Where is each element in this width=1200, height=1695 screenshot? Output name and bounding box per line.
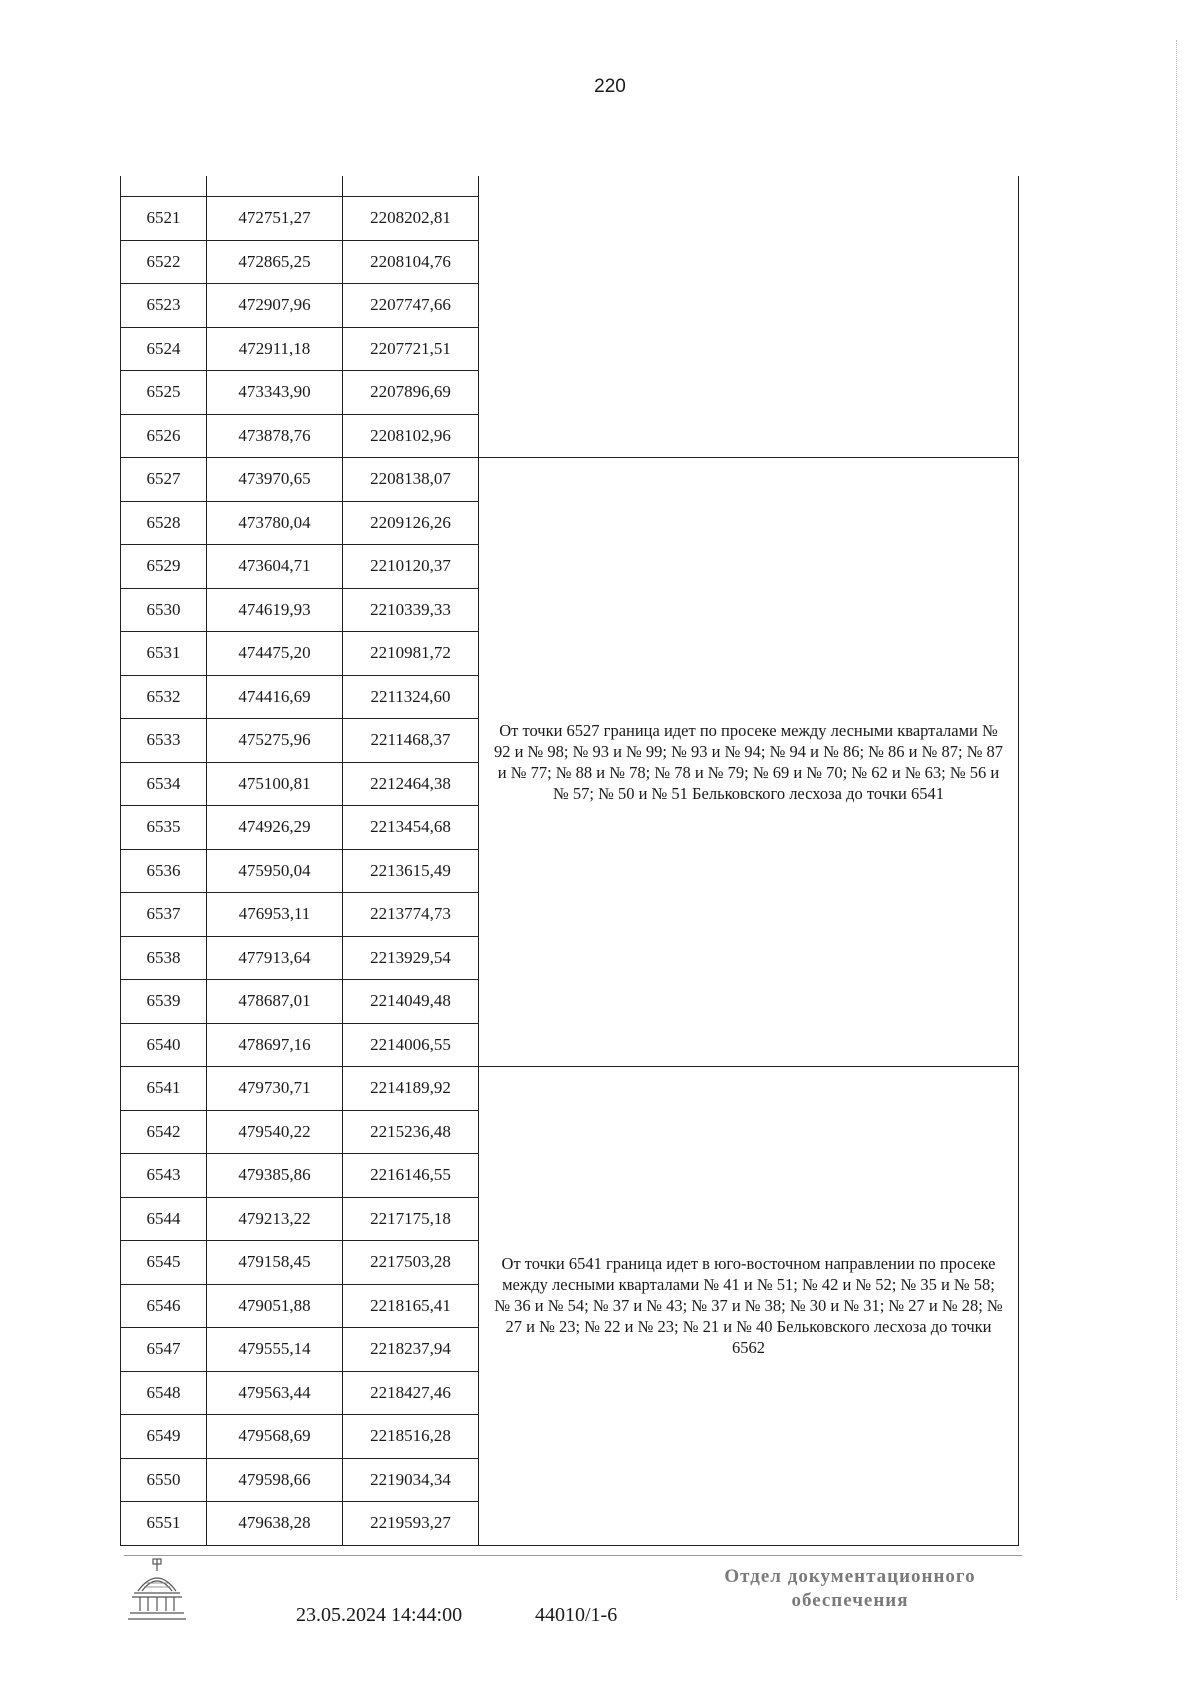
point-number: 6522 (121, 240, 207, 284)
coordinate-x: 479563,44 (207, 1371, 343, 1415)
coordinates-table (120, 176, 1019, 1546)
point-number: 6543 (121, 1154, 207, 1198)
point-number: 6526 (121, 414, 207, 458)
point-number: 6549 (121, 1415, 207, 1459)
point-number: 6538 (121, 936, 207, 980)
coordinate-y: 2213774,73 (343, 893, 479, 937)
description-cell (479, 176, 1019, 458)
point-number: 6548 (121, 1371, 207, 1415)
point-number: 6521 (121, 197, 207, 241)
coordinate-y: 2210120,37 (343, 545, 479, 589)
table-cell (343, 176, 479, 197)
point-number: 6545 (121, 1241, 207, 1285)
point-number: 6550 (121, 1458, 207, 1502)
point-number: 6530 (121, 588, 207, 632)
coordinate-x: 473343,90 (207, 371, 343, 415)
department-stamp (700, 1565, 1000, 1613)
coordinate-y: 2218237,94 (343, 1328, 479, 1372)
footer-document-code: 44010/1-6 (535, 1604, 618, 1626)
point-number: 6542 (121, 1110, 207, 1154)
coordinate-x: 472865,25 (207, 240, 343, 284)
point-number: 6524 (121, 327, 207, 371)
coordinate-x: 474619,93 (207, 588, 343, 632)
coordinate-x: 473780,04 (207, 501, 343, 545)
coordinate-x: 479158,45 (207, 1241, 343, 1285)
coordinate-x: 479598,66 (207, 1458, 343, 1502)
point-number: 6532 (121, 675, 207, 719)
footer-divider (124, 1555, 1022, 1556)
coordinate-x: 479555,14 (207, 1328, 343, 1372)
page-number: 220 (594, 76, 626, 97)
point-number: 6541 (121, 1067, 207, 1111)
coordinate-x: 479213,22 (207, 1197, 343, 1241)
point-number: 6547 (121, 1328, 207, 1372)
coordinate-y: 2208102,96 (343, 414, 479, 458)
coordinate-y: 2207721,51 (343, 327, 479, 371)
coordinate-y: 2207896,69 (343, 371, 479, 415)
point-number: 6546 (121, 1284, 207, 1328)
coordinate-x: 472907,96 (207, 284, 343, 328)
coordinate-y: 2217175,18 (343, 1197, 479, 1241)
table-cell (207, 176, 343, 197)
coordinate-x: 474416,69 (207, 675, 343, 719)
coordinate-x: 472911,18 (207, 327, 343, 371)
coordinate-x: 479051,88 (207, 1284, 343, 1328)
point-number: 6531 (121, 632, 207, 676)
point-number: 6540 (121, 1023, 207, 1067)
coordinate-y: 2219593,27 (343, 1502, 479, 1546)
coordinate-y: 2213454,68 (343, 806, 479, 850)
coordinate-y: 2211468,37 (343, 719, 479, 763)
coordinate-y: 2210981,72 (343, 632, 479, 676)
coordinate-x: 479638,28 (207, 1502, 343, 1546)
coordinate-x: 478697,16 (207, 1023, 343, 1067)
coordinate-x: 473878,76 (207, 414, 343, 458)
coordinate-y: 2217503,28 (343, 1241, 479, 1285)
coordinate-y: 2219034,34 (343, 1458, 479, 1502)
coordinate-x: 475100,81 (207, 762, 343, 806)
point-number: 6527 (121, 458, 207, 502)
duma-logo-icon (126, 1557, 188, 1623)
point-number: 6539 (121, 980, 207, 1024)
description-cell: От точки 6541 граница идет в юго-восточном направлении по просеке между лесными кварталами № 41 и № 51; № 42 и № 52; № 35 и № 58; № 36 и № 54; № 37 и № 43; № 37 и № 38; № 30 и № 31; № 27 и № 28; № 27 и № 23; № 22 и № 23; № 21 и № 40 Бельковского лесхоза до точки 6562 (479, 1067, 1019, 1546)
coordinate-x: 473604,71 (207, 545, 343, 589)
coordinate-x: 477913,64 (207, 936, 343, 980)
point-number: 6534 (121, 762, 207, 806)
coordinate-x: 476953,11 (207, 893, 343, 937)
coordinate-y: 2213929,54 (343, 936, 479, 980)
point-number: 6529 (121, 545, 207, 589)
scan-margin-marks (1176, 40, 1180, 1600)
coordinate-y: 2215236,48 (343, 1110, 479, 1154)
coordinate-y: 2214189,92 (343, 1067, 479, 1111)
stamp-line-2: обеспечения (791, 1590, 909, 1611)
coordinate-x: 479730,71 (207, 1067, 343, 1111)
point-number: 6528 (121, 501, 207, 545)
coordinate-x: 474475,20 (207, 632, 343, 676)
coordinate-y: 2218427,46 (343, 1371, 479, 1415)
coordinate-y: 2209126,26 (343, 501, 479, 545)
coordinate-y: 2213615,49 (343, 849, 479, 893)
coordinate-x: 475950,04 (207, 849, 343, 893)
coordinate-y: 2208202,81 (343, 197, 479, 241)
coordinate-y: 2214006,55 (343, 1023, 479, 1067)
description-cell: От точки 6527 граница идет по просеке между лесными кварталами № 92 и № 98; № 93 и № 99; № 93 и № 94; № 94 и № 86; № 86 и № 87; № 87 и № 77; № 88 и № 78; № 78 и № 79; № 69 и № 70; № 62 и № 63; № 56 и № 57; № 50 и № 51 Бельковского лесхоза до точки 6541 (479, 458, 1019, 1067)
table-row (121, 1067, 1019, 1111)
coordinate-y: 2208138,07 (343, 458, 479, 502)
coordinate-x: 473970,65 (207, 458, 343, 502)
point-number: 6533 (121, 719, 207, 763)
point-number: 6544 (121, 1197, 207, 1241)
coordinate-x: 478687,01 (207, 980, 343, 1024)
coordinate-x: 479568,69 (207, 1415, 343, 1459)
coordinate-x: 479540,22 (207, 1110, 343, 1154)
coordinate-x: 475275,96 (207, 719, 343, 763)
table-row (121, 458, 1019, 502)
stamp-line-1: Отдел документационного (724, 1566, 976, 1587)
coordinate-y: 2210339,33 (343, 588, 479, 632)
coordinate-y: 2216146,55 (343, 1154, 479, 1198)
point-number: 6525 (121, 371, 207, 415)
coordinate-y: 2207747,66 (343, 284, 479, 328)
coordinate-x: 472751,27 (207, 197, 343, 241)
coordinate-y: 2218516,28 (343, 1415, 479, 1459)
footer-date: 23.05.2024 14:44:00 (296, 1604, 463, 1626)
point-number: 6536 (121, 849, 207, 893)
coordinate-y: 2208104,76 (343, 240, 479, 284)
point-number: 6551 (121, 1502, 207, 1546)
coordinate-y: 2212464,38 (343, 762, 479, 806)
coordinate-x: 474926,29 (207, 806, 343, 850)
coordinate-y: 2214049,48 (343, 980, 479, 1024)
coordinate-x: 479385,86 (207, 1154, 343, 1198)
table-cell (121, 176, 207, 197)
point-number: 6523 (121, 284, 207, 328)
table-continuation-row (121, 176, 1019, 197)
point-number: 6535 (121, 806, 207, 850)
point-number: 6537 (121, 893, 207, 937)
coordinate-y: 2211324,60 (343, 675, 479, 719)
coordinate-y: 2218165,41 (343, 1284, 479, 1328)
